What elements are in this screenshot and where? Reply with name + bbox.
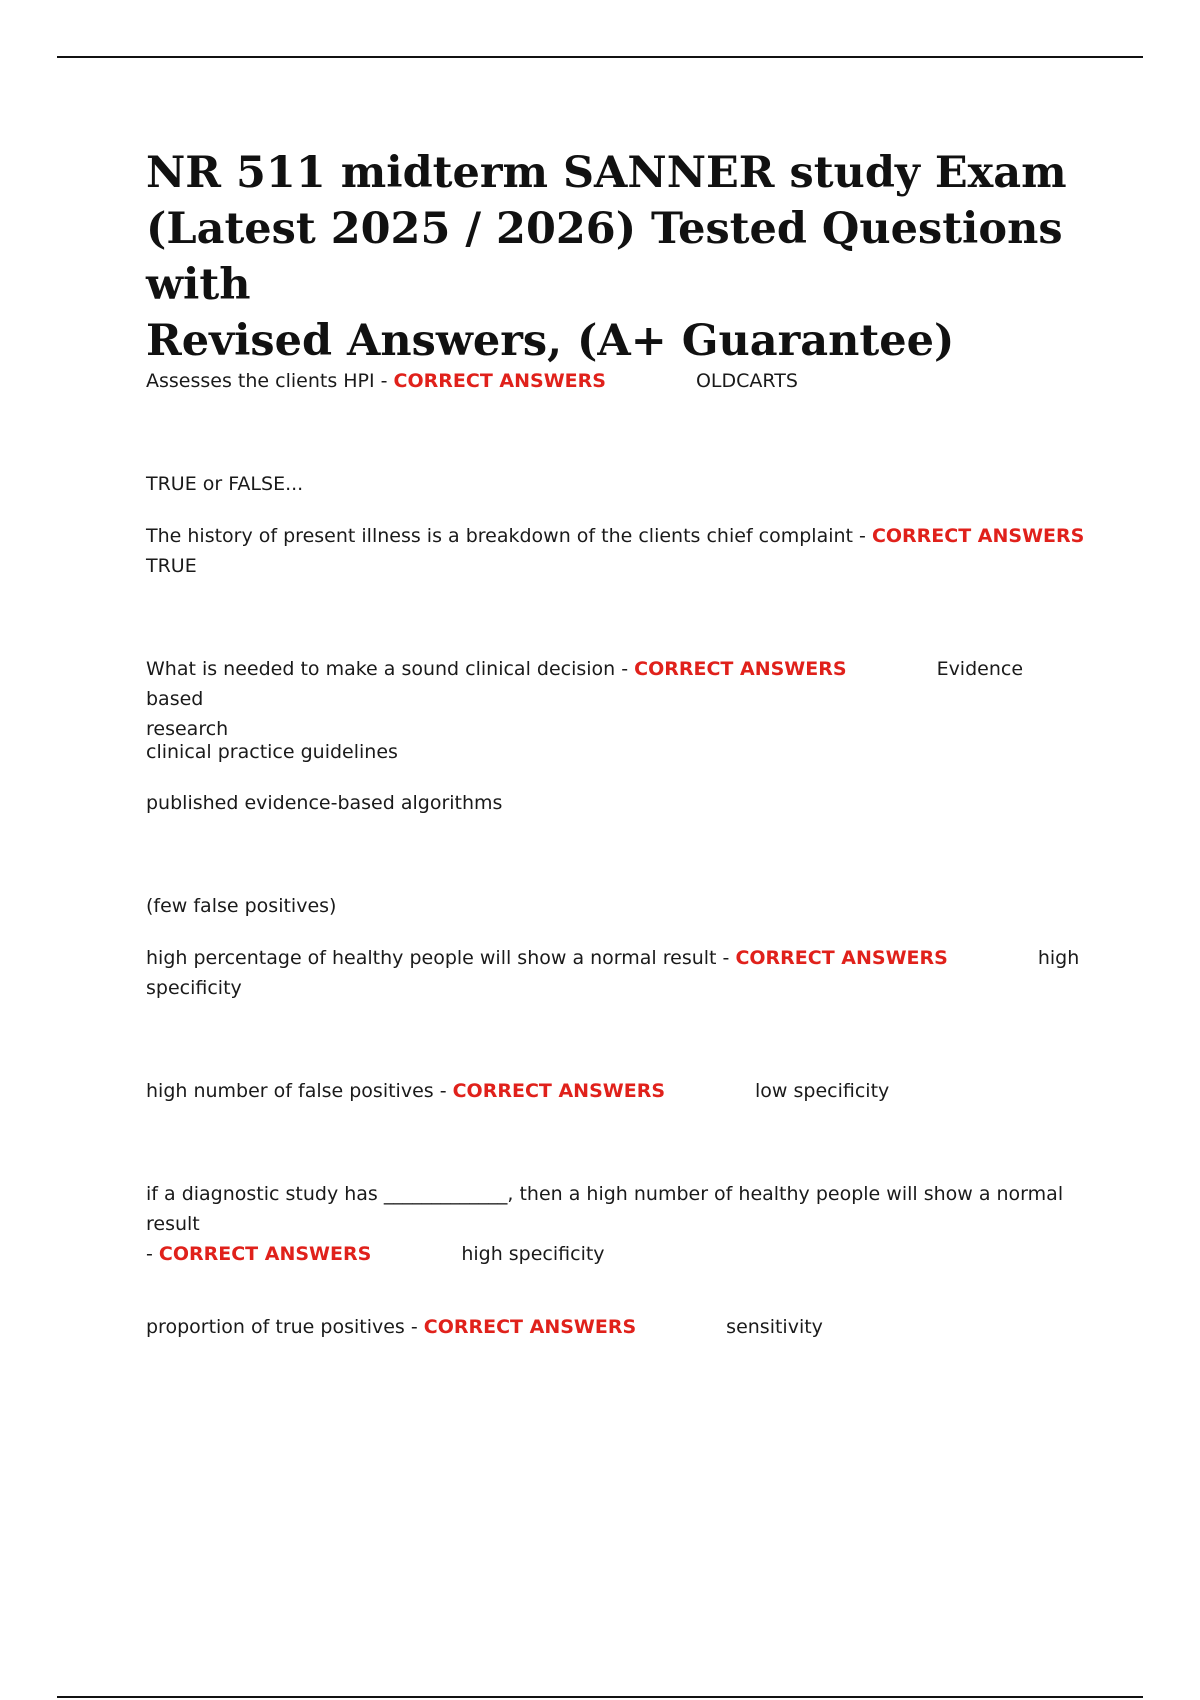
answer-text: TRUE bbox=[146, 555, 197, 577]
question-text: The history of present illness is a breakdown of the clients chief complaint - bbox=[146, 525, 872, 547]
question-text: Assesses the clients HPI - bbox=[146, 370, 394, 392]
footer-rule bbox=[57, 1696, 1143, 1698]
question-text-continued: - bbox=[146, 1243, 159, 1265]
correct-answers-label: CORRECT ANSWERS bbox=[871, 525, 1085, 547]
lead-text: (few false positives) bbox=[146, 895, 337, 917]
answer-text: high bbox=[1037, 947, 1080, 969]
document-title bbox=[146, 145, 1106, 369]
question-text: proportion of true positives - bbox=[146, 1316, 424, 1338]
answer-text-continued: research bbox=[146, 718, 229, 740]
header-rule bbox=[57, 56, 1143, 58]
question-text: high percentage of healthy people will show a normal result - bbox=[146, 947, 736, 969]
correct-answers-label: CORRECT ANSWERS bbox=[393, 370, 606, 392]
title-line: NR 511 midterm SANNER study Exam bbox=[146, 148, 1067, 198]
answer-text: high specificity bbox=[461, 1243, 605, 1265]
qa-item-diagnostic-study bbox=[146, 1179, 1086, 1269]
title-line: (Latest 2025 / 2026) Tested Questions with bbox=[146, 204, 1063, 310]
answer-text: clinical practice guidelines bbox=[146, 741, 398, 763]
lead-text: TRUE or FALSE... bbox=[146, 473, 304, 495]
answer-text: sensitivity bbox=[726, 1316, 823, 1338]
qa-item-clinical-decision bbox=[146, 654, 1086, 744]
correct-answers-label: CORRECT ANSWERS bbox=[423, 1316, 637, 1338]
qa-item-hpi-true-false bbox=[146, 521, 1086, 581]
question-text: if a diagnostic study has _____________, then a high number of healthy people will show a normal result bbox=[146, 1183, 1064, 1235]
section-lead bbox=[146, 469, 1086, 499]
title-line: Revised Answers, (A+ Guarantee) bbox=[146, 316, 955, 366]
answer-list-item bbox=[146, 737, 1086, 767]
answer-text: low specificity bbox=[755, 1080, 890, 1102]
qa-item-true-positives bbox=[146, 1312, 1086, 1342]
correct-answers-label: CORRECT ANSWERS bbox=[735, 947, 948, 969]
section-lead bbox=[146, 891, 1086, 921]
answer-text-continued: specificity bbox=[146, 977, 242, 999]
correct-answers-label: CORRECT ANSWERS bbox=[634, 658, 847, 680]
qa-item-hpi bbox=[146, 366, 1086, 396]
answer-text: Evidence based bbox=[146, 658, 1024, 710]
answer-text: published evidence-based algorithms bbox=[146, 792, 503, 814]
qa-item-false-positives bbox=[146, 1076, 1086, 1106]
question-text: high number of false positives - bbox=[146, 1080, 453, 1102]
answer-list-item bbox=[146, 788, 1086, 818]
qa-item-high-percentage bbox=[146, 943, 1086, 1003]
answer-text: OLDCARTS bbox=[695, 370, 798, 392]
correct-answers-label: CORRECT ANSWERS bbox=[452, 1080, 666, 1102]
question-text: What is needed to make a sound clinical decision - bbox=[146, 658, 635, 680]
correct-answers-label: CORRECT ANSWERS bbox=[158, 1243, 372, 1265]
